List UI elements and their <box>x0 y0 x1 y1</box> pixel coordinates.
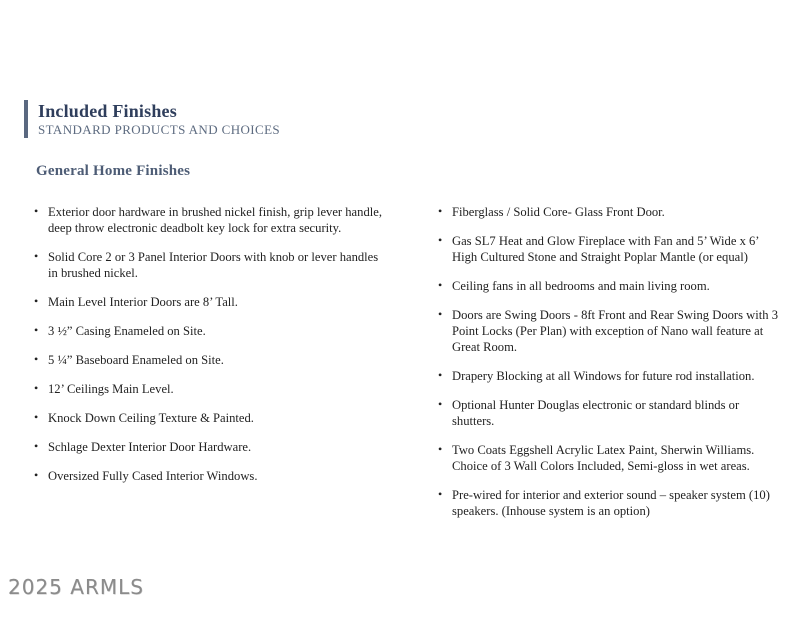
list-item: • Optional Hunter Douglas electronic or standard blinds or shutters. <box>438 397 782 429</box>
list-item: • Solid Core 2 or 3 Panel Interior Doors with knob or lever handles in brushed nickel. <box>34 249 386 281</box>
list-item: • 5 ¼” Baseboard Enameled on Site. <box>34 352 386 368</box>
list-item: • Knock Down Ceiling Texture & Painted. <box>34 410 386 426</box>
list-item: • Drapery Blocking at all Windows for future rod installation. <box>438 368 782 384</box>
list-item: • Doors are Swing Doors - 8ft Front and Rear Swing Doors with 3 Point Locks (Per Plan) with exception of Nano wall feature at Great Room. <box>438 307 782 355</box>
finishes-list-left <box>34 204 386 497</box>
list-item: • Main Level Interior Doors are 8’ Tall. <box>34 294 386 310</box>
list-item: • Gas SL7 Heat and Glow Fireplace with Fan and 5’ Wide x 6’ High Cultured Stone and Straight Poplar Mantle (or equal) <box>438 233 782 265</box>
accent-bar <box>24 100 28 138</box>
finishes-list-right <box>438 204 782 532</box>
list-item: • Two Coats Eggshell Acrylic Latex Paint, Sherwin Williams. Choice of 3 Wall Colors Included, Semi-gloss in wet areas. <box>438 442 782 474</box>
section-heading: General Home Finishes <box>36 163 191 179</box>
list-item: • Schlage Dexter Interior Door Hardware. <box>34 439 386 455</box>
page-subtitle: STANDARD PRODUCTS AND CHOICES <box>38 122 281 137</box>
list-item: • 3 ½” Casing Enameled on Site. <box>34 323 386 339</box>
list-item: • Fiberglass / Solid Core- Glass Front Door. <box>438 204 782 220</box>
list-item: • Oversized Fully Cased Interior Windows. <box>34 468 386 484</box>
list-item: • Exterior door hardware in brushed nickel finish, grip lever handle, deep throw electronic deadbolt key lock for extra security. <box>34 204 386 236</box>
list-item: • 12’ Ceilings Main Level. <box>34 381 386 397</box>
page-title: Included Finishes <box>38 101 177 121</box>
document-header <box>24 100 280 138</box>
armls-watermark: 2025 ARMLS <box>8 575 144 599</box>
header-text <box>38 100 280 138</box>
list-item: • Pre-wired for interior and exterior sound – speaker system (10) speakers. (Inhouse system is an option) <box>438 487 782 519</box>
list-item: • Ceiling fans in all bedrooms and main living room. <box>438 278 782 294</box>
